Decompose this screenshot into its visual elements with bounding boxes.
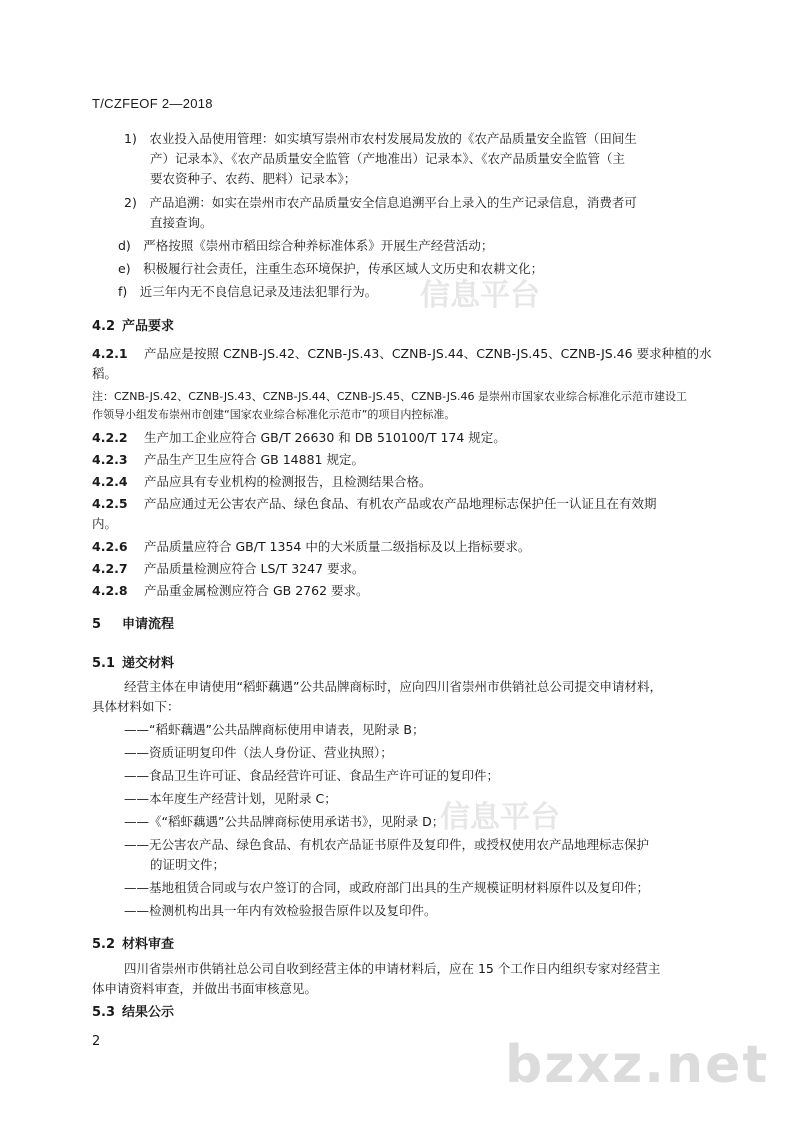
clause-number: 4.2.8 xyxy=(92,583,128,598)
clause-item xyxy=(92,346,712,362)
clause-text: 产品生产卫生应符合 GB 14881 规定。 xyxy=(144,452,364,467)
clause-number: 4.2.3 xyxy=(92,452,128,467)
clause-number: 4.2.2 xyxy=(92,430,128,445)
clause-item xyxy=(92,474,432,490)
body-line: ——检测机构出具一年内有效检验报告原件以及复印件。 xyxy=(124,903,437,918)
clause-item xyxy=(92,561,364,577)
page-number: 2 xyxy=(92,1034,101,1049)
section-number: 5.2 xyxy=(92,937,116,952)
clause-text: 稻。 xyxy=(92,366,118,381)
clause-item xyxy=(92,583,369,599)
clause-item xyxy=(92,452,364,468)
clause-number: 4.2.5 xyxy=(92,496,128,511)
clause-text: 产品应是按照 CZNB-JS.42、CZNB-JS.43、CZNB-JS.44、CZNB-JS.45、CZNB-JS.46 要求种植的水 xyxy=(144,346,712,361)
body-line: 体申请资料审查，并做出书面审核意见。 xyxy=(92,981,318,996)
section-title: 产品要求 xyxy=(122,319,175,334)
body-line: d) 严格按照《崇州市稻田综合种养标准体系》开展生产经营活动； xyxy=(118,238,494,253)
section-heading-5-2 xyxy=(92,937,174,953)
body-line: ——“稻虾藕遇”公共品牌商标使用申请表，见附录 B； xyxy=(124,722,425,737)
watermark-2: 信息平台 xyxy=(440,800,560,835)
clause-item xyxy=(92,366,117,382)
clause-text: 产品质量应符合 GB/T 1354 中的大米质量二级指标及以上指标要求。 xyxy=(144,539,531,554)
note-line: 注：CZNB-JS.42、CZNB-JS.43、CZNB-JS.44、CZNB-JS.45、CZNB-JS.46 是崇州市国家农业综合标准化示范市建设工 xyxy=(92,390,687,403)
body-line: ——无公害农产品、绿色食品、有机农产品证书原件及复印件，或授权使用农产品地理标志保护 xyxy=(124,837,650,852)
section-heading-4-2 xyxy=(92,319,174,335)
body-line: ——资质证明复印件（法人身份证、营业执照）； xyxy=(124,745,393,760)
section-number: 5 xyxy=(92,617,102,632)
section-title: 结果公示 xyxy=(122,1005,175,1020)
section-title: 材料审查 xyxy=(122,937,175,952)
section-title: 申请流程 xyxy=(122,617,175,632)
body-line: 四川省崇州市供销社总公司自收到经营主体的申请材料后，应在 15 个工作日内组织专家对经营主 xyxy=(124,961,661,976)
document-header: T/CZFEOF 2—2018 xyxy=(92,96,213,111)
clause-item xyxy=(92,430,506,446)
body-line: 1) 农业投入品使用管理：如实填写崇州市农村发展局发放的《农产品质量安全监管（田间生 xyxy=(124,131,637,146)
watermark-1: 信息平台 xyxy=(420,278,540,313)
body-line: ——本年度生产经营计划，见附录 C； xyxy=(124,791,337,806)
section-heading-5-3 xyxy=(92,1005,174,1021)
clause-number: 4.2.1 xyxy=(92,346,128,361)
body-line: 要农资种子、农药、肥料）记录本》； xyxy=(150,171,357,186)
section-number: 4.2 xyxy=(92,319,116,334)
section-number: 5.3 xyxy=(92,1005,116,1020)
body-line: 产）记录本》、《农产品质量安全监管（产地准出）记录本》、《农产品质量安全监管（主 xyxy=(150,151,626,166)
section-title: 递交材料 xyxy=(122,656,175,671)
clause-item xyxy=(92,539,530,555)
clause-text: 产品质量检测应符合 LS/T 3247 要求。 xyxy=(144,561,365,576)
body-line: ——基地租赁合同或与农户签订的合同，或政府部门出具的生产规模证明材料原件以及复印件； xyxy=(124,880,650,895)
body-line: ——《“稻虾藕遇”公共品牌商标使用承诺书》，见附录 D； xyxy=(124,814,445,829)
clause-number: 4.2.7 xyxy=(92,561,128,576)
clause-text: 内。 xyxy=(92,516,118,531)
note-line: 作领导小组发布崇州市创建“国家农业综合标准化示范市”的项目内控标准。 xyxy=(92,408,456,421)
body-line: ——食品卫生许可证、食品经营许可证、食品生产许可证的复印件； xyxy=(124,768,500,783)
clause-number: 4.2.4 xyxy=(92,474,128,489)
clause-item xyxy=(92,516,117,532)
clause-text: 产品应通过无公害农产品、绿色食品、有机农产品或农产品地理标志保护任一认证且在有效期 xyxy=(144,496,657,511)
body-line: 经营主体在申请使用“稻虾藕遇”公共品牌商标时，应向四川省崇州市供销社总公司提交申请材料， xyxy=(124,679,662,694)
body-line: 2) 产品追溯：如实在崇州市农产品质量安全信息追溯平台上录入的生产记录信息，消费者可 xyxy=(124,195,637,210)
body-line: f) 近三年内无不良信息记录及违法犯罪行为。 xyxy=(118,284,378,299)
body-line: 具体材料如下： xyxy=(92,699,180,714)
body-line: 直接查询。 xyxy=(150,215,213,230)
clause-text: 生产加工企业应符合 GB/T 26630 和 DB 510100/T 174 规定。 xyxy=(144,430,506,445)
clause-text: 产品重金属检测应符合 GB 2762 要求。 xyxy=(144,583,369,598)
body-line: 的证明文件； xyxy=(150,857,226,872)
section-heading-5 xyxy=(92,617,174,633)
section-heading-5-1 xyxy=(92,656,174,672)
clause-number: 4.2.6 xyxy=(92,539,128,554)
body-line: e) 积极履行社会责任，注重生态环境保护，传承区域人文历史和农耕文化； xyxy=(118,261,544,276)
section-number: 5.1 xyxy=(92,656,116,671)
watermark-site: bzxz.net xyxy=(505,1035,770,1095)
clause-text: 产品应具有专业机构的检测报告，且检测结果合格。 xyxy=(144,474,432,489)
clause-item xyxy=(92,496,657,512)
